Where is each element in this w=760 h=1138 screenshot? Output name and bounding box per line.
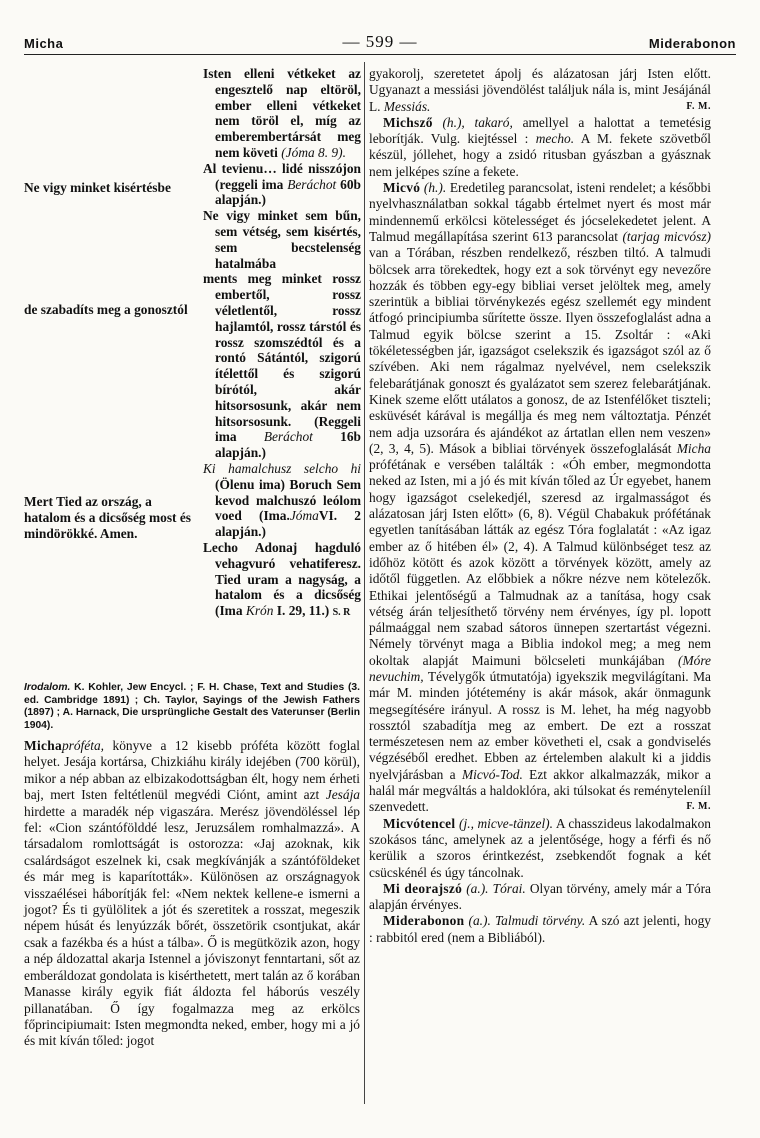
- prayer-note-6: Lecho Adonaj hagduló vehagvuró vehatiferesz. Tied uram a nagyság, a hatalom és a dicsőség (Ima Krón I. 29, 11.) S. R: [203, 539, 361, 619]
- prayer-note-1: Isten elleni vétkeket az engesztelő nap eltöröl, ember elleni vétkeket nem töröl el, míg az emberembertársát meg nem követi (Jóma 8. 9).: [203, 66, 361, 160]
- page-header: [24, 32, 736, 54]
- entry-micha: Michapróféta, könyve a 12 kisebb próféta között foglal helyet. Jesája kortársa, Chizkiáhu király idejében (700 körül), mikor a nép abban az elbizakodottságban élt, hogy nem érheti baj, mert Isten feltétlenül megvédi Ciónt, amint azt Jesája hirdette a maradék nép vigaszára. Merész jövendöléssel lép fel: «Cion szántófölddé lesz, Jeruzsálem romhalmazzá». A társadalom romlottságát is ostorozza: «Jaj azoknak, kik csalárdságot eszelnek ki, csak megkívánják a szántóföldeket és már meg is kaparították». Különösen az országnagyok visszaélései háborítják fel: «Nem nektek kellene-e ismerni a jogot? És ti gyülölitek a jót és szeretitek a rosszat, megeszik népem húsát és lenyúzzák bőrét, összetörik csontjukat, akár csak a fazékba és a húst a tálba». Ő is megütközik azon, hogy a nép áldozattal akarja Istennel a jóviszonyt fenntartani, sőt az emberáldozat gondolata is kisérthetett, mert talán az ő korában Manasse király egyik fiát áldozta fel háborús veszély pillanatában. Ő így fogalmazza meg az erkölcs főprincipiumait: Isten megmondta neked, ember, hogy mi a jó és mit kíván tőled: jogot: [24, 738, 361, 1049]
- header-right-guideword: Miderabonon: [648, 36, 736, 51]
- entry-mi-deorajszo: Mi deorajszó (a.). Tórai. Olyan törvény, amely már a Tóra alapján érvényes.: [369, 880, 711, 913]
- column-divider: [364, 62, 365, 1104]
- entry-micvotencel: Micvótencel (j., micve-tänzel). A chasszideus lakodalmakon szokásos tánc, amelynek az a jelentősége, hogy a férfi és nő kerülik a szoros érintkezést, zsebkendőt fognak a két csücskénél és úgy táncolnak.: [369, 815, 711, 880]
- micha-continuation: gyakorolj, szeretetet ápolj és alázatosan járj Isten előtt. Ugyanazt a messiási jövendölést találjuk nála is, mint Jesájánál L. Messiás. F. M.: [369, 66, 711, 114]
- prayer-note-5: Ki hamalchusz selcho hi (Ölenu ima) Boruch Sem kevod malchuszó leólom voed (Ima.JómaVI. 2 alapján.): [203, 460, 361, 540]
- prayer-line-1: Ne vigy minket kisértésbe: [24, 180, 171, 195]
- header-left-guideword: Micha: [24, 36, 64, 51]
- prayer-note-4: ments meg minket rossz embertől, rossz véletlentől, rossz hajlamtól, rossz társtól és rossz szomszédtól és a rontó Sátántól, szigorú ítélettől és szigorú bírótól, akár hitsorsosunk, akár nem hitsorsosunk. (Reggeli ima Beráchot 16b alapján.): [203, 271, 361, 461]
- entry-miderabonon: Miderabonon (a.). Talmudi törvény. A szó azt jelenti, hogy : rabbitól ered (nem a Bibliából).: [369, 913, 712, 945]
- headword-micha: Micha: [24, 738, 62, 753]
- entry-michszo: Michsző (h.), takaró, amellyel a halottat a temetésig leborítják. Vulg. kiejtéssel : mecho. A M. fekete szövetből készül, jóllehet, hogy a zsidó ritusban gyászban a gyásznak nem jelképes színe a fekete.: [369, 114, 711, 179]
- entry-micvo: Micvó (h.). Eredetileg parancsolat, isteni rendelet; a későbbi nyelvhasználatban sokkal tágabb értelmet nyert és most már mindennemű erkölcsi kötelességet és jócselekedetet jelent. A Talmud megállapítása szerint 613 parancsolat (tarjag micvósz) van a Tórában, részben rendelkező, részben tiltó. A talmudi bölcsek arra törekedtek, hogy ezt a sok törvényt egy nevezőre hozzák és többen egy-egy bibliai verset jelöltek meg, amely szerintük a bibliai törvénykezés egész szellemét egy mindent átfogó principiumba sűrítette össze. Ilyen összefoglalást adna a Talmud egyik bölcse szerint a 15. Zsoltár : «Aki tökéletességben jár, igazságot cselekszik és igazságot szól az ő szívében. Aki nem rágalmaz nyelvével, nem cselekszik felebarátjának gonoszt és gyalázatot sem szerez felebarátjának. Kinek szeme előtt utálatos a gonosz, de az Istenfélőket tiszteli; esküvését kárával is megállja és meg nem változtatja. Pénzét nem adja uzsorára és ajándékot az ártatlan ellen nem veszen» (2, 3, 4, 5). Mások a bibliai törvények összefoglalását Micha prófétának e versében találták : «Óh ember, megmondotta neked az Isten, mi a jó és mit kíván tőled az Úr egyebet, hanem hogy igazságot cselekedjél, szeresd az irgalmasságot és alázatosan járj Isten előtt» (6, 8). Végül Chabakuk prófétának egyetlen tanításában látták az egész Tóra foglalatát : «Az igaz ember az ő hitében él» (2, 4). A Talmud különbséget tesz az időhöz kötött és azok között a törvények között, amely az időtől független. Az előbbiek a nőkre nézve nem kötelezők. Ethikai jelentőségű a Talmudnak az a tanítása, hogy csak vétség árán teljesíthető törvény nem érvényes, így pl. lopott pálmaággal nem szabad sátoros ünnepen szertartást végezni. Némely törvényt maga a Biblia indokol meg; a meg nem okoltak alapját Maimuni bölcseleti munkájában (Móre nevuchim, Tévelygők útmutatója) igyekszik megvilágítani. Ma már M. minden jótétemény is akár mások, akár önmagunk megsegítésére irányul. A rossz is M. lehet, ha még nagyobb rossztól szabadítja meg az embert. De ezt a rosszat természetesen nem az ember követheti el, csak a gondviselés végzéséből eredhet. Ebben az értelemben alakult ki a jiddis nyelvjárásban a Micvó-Tod. Ezt akkor alkalmazzák, mikor a halál már megváltás a haldoklóra, aki túlsokat és reményteleníil szenvedett. F. M.: [369, 180, 711, 815]
- prayer-line-2: de szabadíts meg a gonosztól: [24, 302, 188, 317]
- literature-note: Irodalom. K. Kohler, Jew Encycl. ; F. H. Chase, Text and Studies (3. ed. Cambridge 1891) ; Ch. Taylor, Sayings of the Jewish Fathers (1897) ; A. Harnack, Die ursprüngliche Gestalt des Vaterunser (Berlin 1904).: [24, 682, 360, 731]
- prayer-note-2: Al tevienu… lidé nisszójon (reggeli ima Beráchot 60b alapján.): [203, 160, 361, 208]
- page-number: — 599 —: [342, 32, 418, 51]
- right-column: [369, 66, 711, 946]
- header-rule: [24, 54, 736, 55]
- prayer-line-3: Mert Tied az ország, a hatalom és a dicsőség most és mindörökké. Amen.: [24, 494, 191, 542]
- prayer-note-3: Ne vigy minket sem bűn, sem vétség, sem kisértés, sem becstelenség hatalmába: [203, 208, 361, 271]
- prayer-commentary: [203, 66, 361, 621]
